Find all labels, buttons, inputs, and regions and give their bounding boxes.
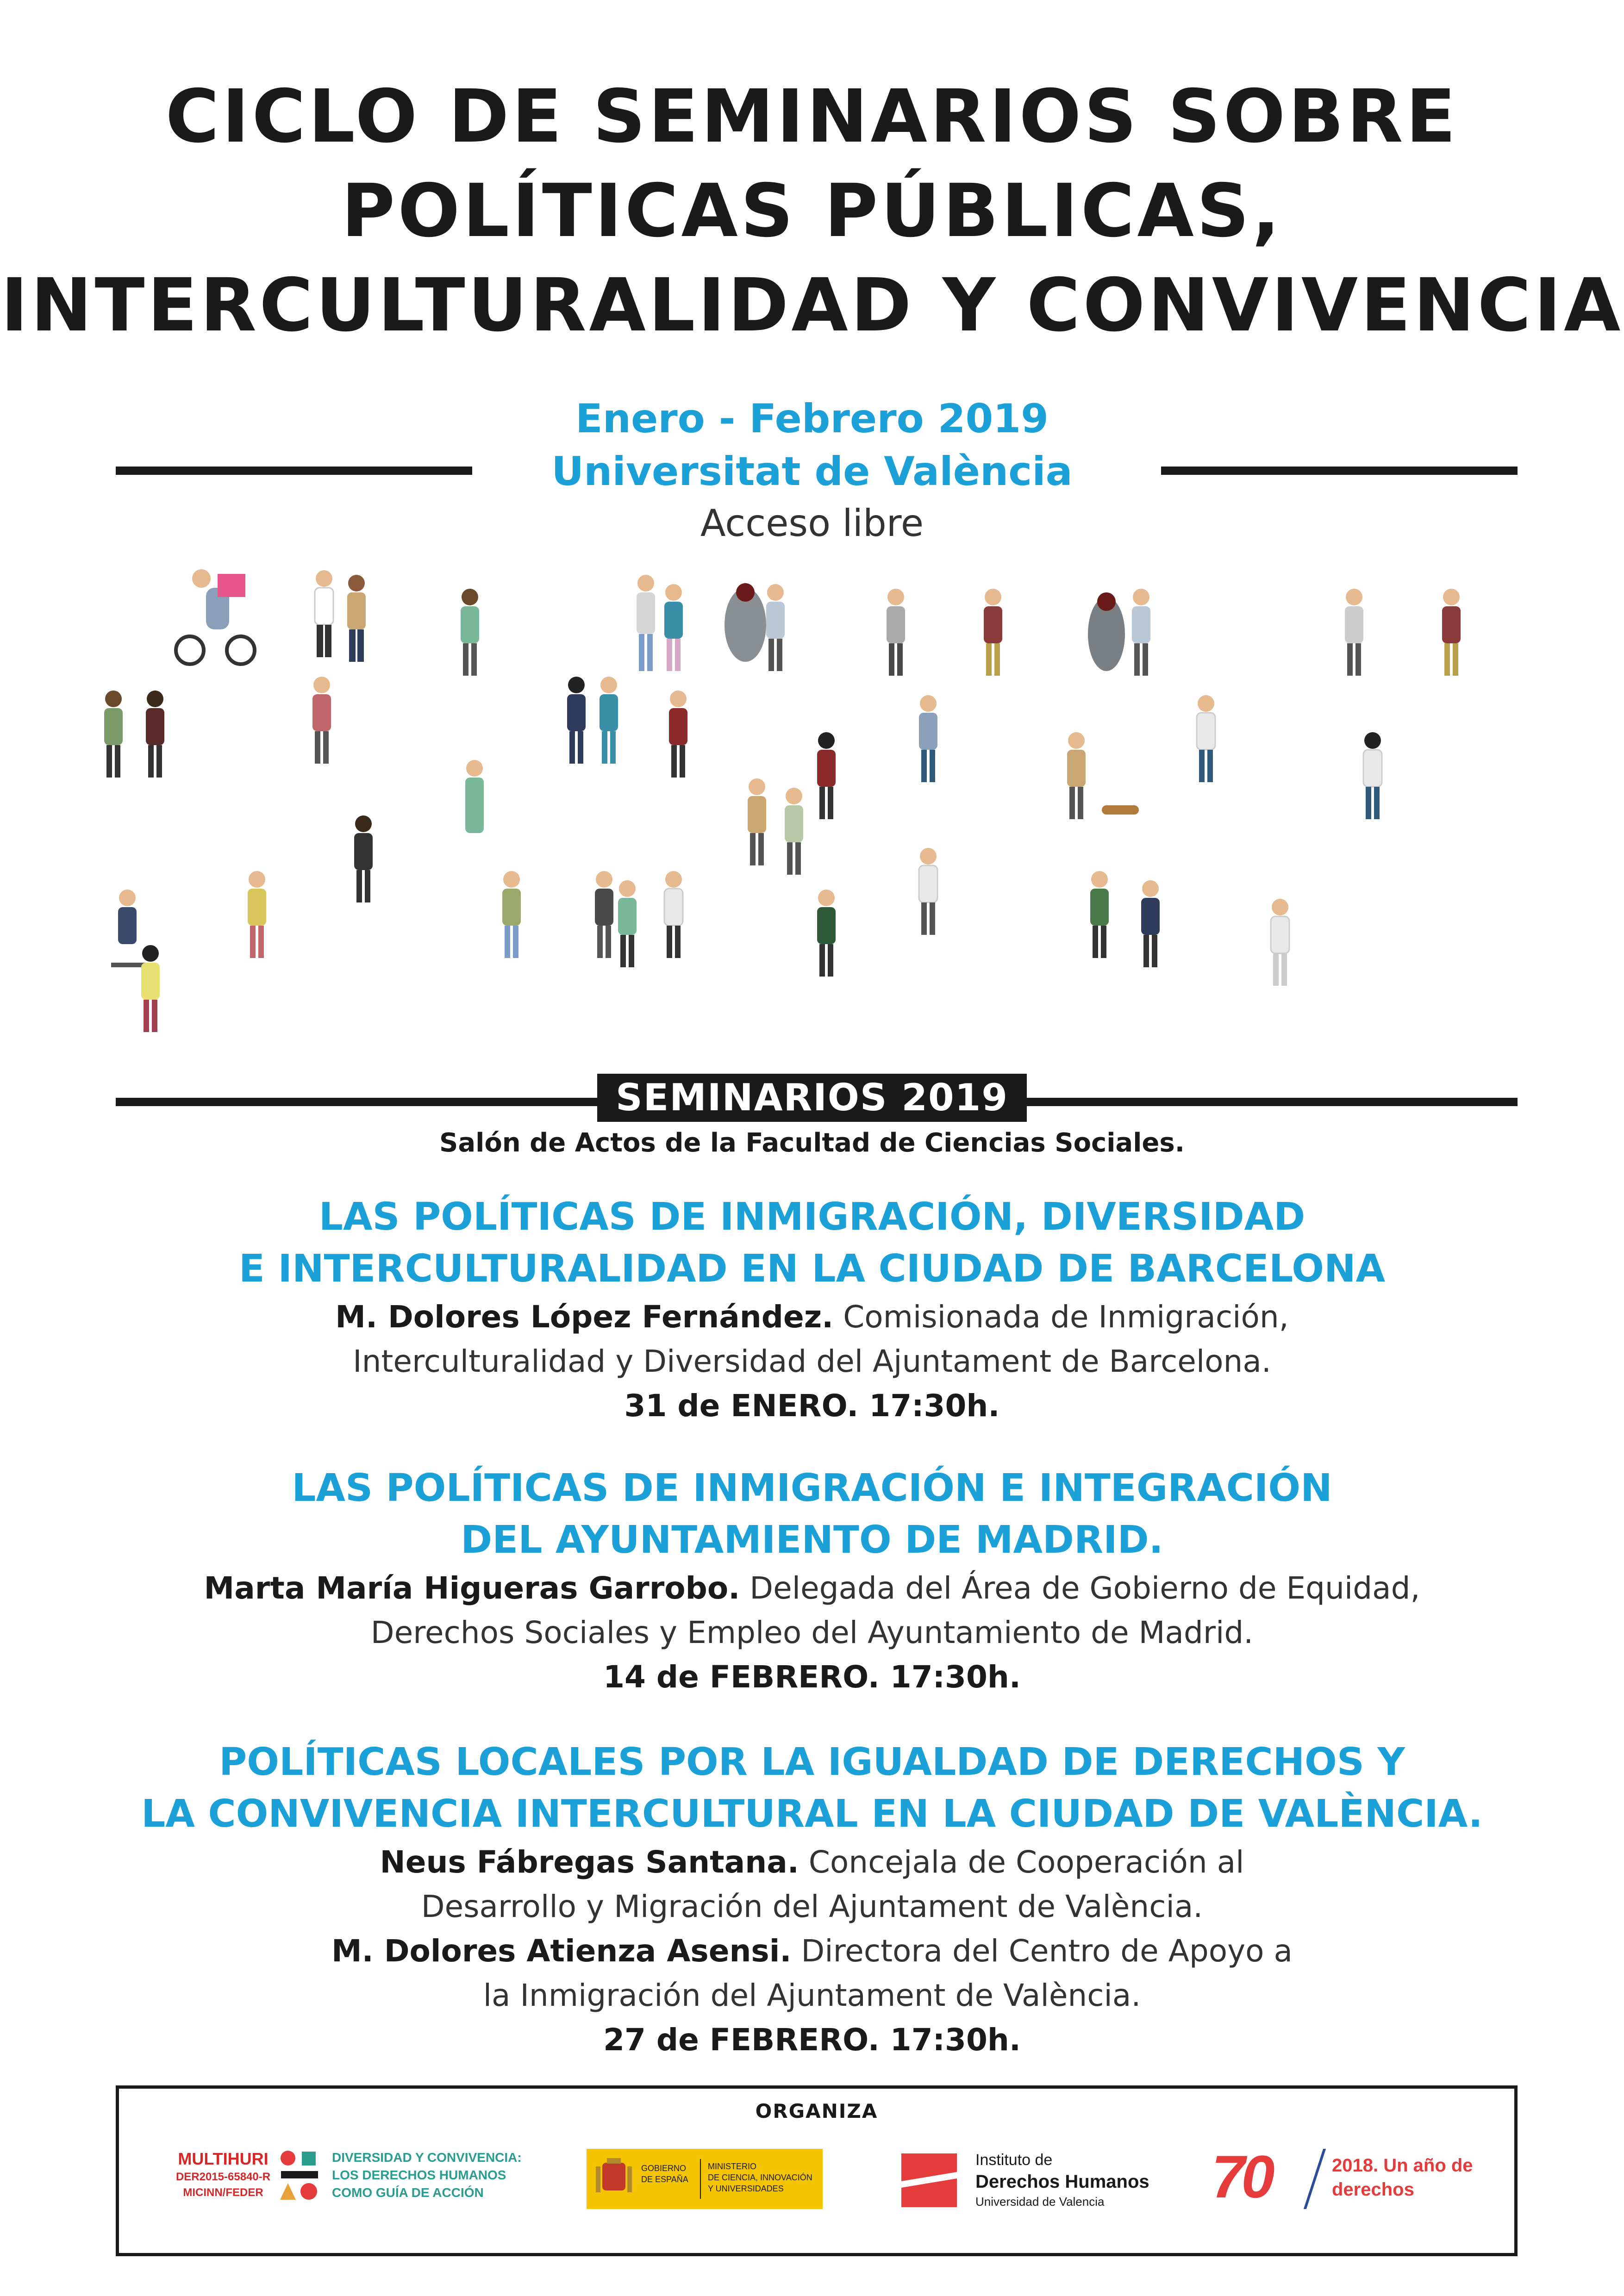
gobierno-right-3: Y UNIVERSIDADES <box>708 2184 784 2193</box>
speaker-name: Marta María Higueras Garrobo. <box>204 1570 740 1606</box>
seminar-2-speaker-role-2: Derechos Sociales y Empleo del Ayuntamiento de Madrid. <box>370 1615 1254 1650</box>
speaker-role: Delegada del Área de Gobierno de Equidad, <box>750 1570 1420 1606</box>
seminars-badge-wrap <box>0 1074 1624 1122</box>
seminar-2-title-line-2: DEL AYUNTAMIENTO DE MADRID. <box>461 1518 1163 1562</box>
page-title <box>0 69 1624 353</box>
speaker-name: Neus Fábregas Santana. <box>380 1844 799 1880</box>
seminar-3-title-line-2: LA CONVIVENCIA INTERCULTURAL EN LA CIUDAD DE VALÈNCIA. <box>141 1792 1483 1836</box>
multihuri-line-1: MULTIHURI <box>178 2149 269 2168</box>
organiza-label: ORGANIZA <box>755 2100 878 2122</box>
event-university: Universitat de València <box>551 448 1073 495</box>
gobierno-left-1: GOBIERNO <box>641 2164 687 2173</box>
seminar-2-speaker <box>0 1566 1624 1611</box>
multihuri-line-2: DER2015-65840-R <box>175 2171 271 2183</box>
speaker-name: M. Dolores López Fernández. <box>335 1299 834 1335</box>
seminar-1-title-line-2: E INTERCULTURALIDAD EN LA CIUDAD DE BARCELONA <box>238 1247 1386 1291</box>
gobierno-divider <box>700 2159 701 2199</box>
seminar-1-title-line-1: LAS POLÍTICAS DE INMIGRACIÓN, DIVERSIDAD <box>319 1195 1305 1239</box>
seventy-text <box>1332 2153 1473 2202</box>
gobierno-right <box>708 2161 812 2194</box>
seminars-badge: SEMINARIOS 2019 <box>597 1074 1027 1122</box>
event-dates: Enero - Febrero 2019 <box>575 396 1049 442</box>
gobierno-left-2: DE ESPAÑA <box>641 2175 688 2184</box>
person-icon <box>176 569 255 664</box>
multihuri-line-3: MICINN/FEDER <box>183 2186 263 2199</box>
instituto-line-3: Universidad de Valencia <box>975 2195 1105 2209</box>
diversidad-line-2: LOS DERECHOS HUMANOS <box>332 2168 506 2182</box>
gobierno-right-1: MINISTERIO <box>708 2162 757 2171</box>
coat-of-arms-icon <box>593 2158 635 2200</box>
seminar-3-speaker-1 <box>0 1840 1624 1885</box>
seminar-1-speaker-role-2: Interculturalidad y Diversidad del Ajuntament de Barcelona. <box>353 1344 1271 1379</box>
venue: Salón de Actos de la Facultad de Ciencias Sociales. <box>439 1128 1185 1158</box>
seminar-2 <box>0 1462 1624 1699</box>
seventy-line-1: 2018. Un año de <box>1332 2155 1473 2176</box>
seminar-3-speaker-2 <box>0 1929 1624 1973</box>
instituto-line-1: Instituto de <box>975 2151 1053 2169</box>
instituto-line-2: Derechos Humanos <box>975 2172 1149 2192</box>
seminar-1 <box>0 1191 1624 1428</box>
diversidad-line-1: DIVERSIDAD Y CONVIVENCIA: <box>332 2150 522 2165</box>
seminar-1-date: 31 de ENERO. 17:30h. <box>624 1388 1000 1424</box>
diversidad-icon <box>276 2149 323 2204</box>
organizers-box <box>116 2085 1518 2256</box>
speaker-role: Concejala de Cooperación al <box>808 1844 1244 1880</box>
seminar-3-title-line-1: POLÍTICAS LOCALES POR LA IGUALDAD DE DERECHOS Y <box>219 1740 1405 1784</box>
seminar-1-speaker <box>0 1295 1624 1339</box>
gobierno-left <box>641 2163 688 2185</box>
gobierno-logo <box>587 2149 823 2209</box>
seventy-divider <box>1304 2149 1326 2209</box>
seventy-mark: 70 <box>1212 2143 1271 2210</box>
seminar-3-speaker-2-role-2: la Inmigración del Ajuntament de València. <box>483 1978 1141 2013</box>
diversidad-text <box>332 2149 522 2202</box>
seminar-3-speaker-1-role-2: Desarrollo y Migración del Ajuntament de València. <box>421 1889 1203 1924</box>
seventy-line-2: derechos <box>1332 2179 1414 2200</box>
title-line-1: CICLO DE SEMINARIOS SOBRE <box>165 74 1459 159</box>
people-crowd-illustration <box>93 546 1531 1069</box>
multihuri-logo <box>170 2149 276 2201</box>
seminar-2-title-line-1: LAS POLÍTICAS DE INMIGRACIÓN E INTEGRACIÓN <box>292 1466 1332 1510</box>
instituto-icon <box>901 2153 962 2209</box>
gobierno-right-2: DE CIENCIA, INNOVACIÓN <box>708 2173 812 2182</box>
seminar-3-date: 27 de FEBRERO. 17:30h. <box>603 2022 1021 2058</box>
speaker-role: Directora del Centro de Apoyo a <box>801 1933 1293 1969</box>
title-line-3: INTERCULTURALIDAD Y CONVIVENCIA <box>0 263 1624 348</box>
speaker-role: Comisionada de Inmigración, <box>843 1299 1289 1335</box>
seminar-3 <box>0 1736 1624 2062</box>
event-access: Acceso libre <box>700 502 924 545</box>
title-line-2: POLÍTICAS PÚBLICAS, <box>341 168 1283 254</box>
speaker-name: M. Dolores Atienza Asensi. <box>331 1933 792 1969</box>
seminar-2-date: 14 de FEBRERO. 17:30h. <box>603 1659 1021 1695</box>
instituto-text <box>975 2150 1149 2210</box>
diversidad-line-3: COMO GUÍA DE ACCIÓN <box>332 2185 484 2200</box>
